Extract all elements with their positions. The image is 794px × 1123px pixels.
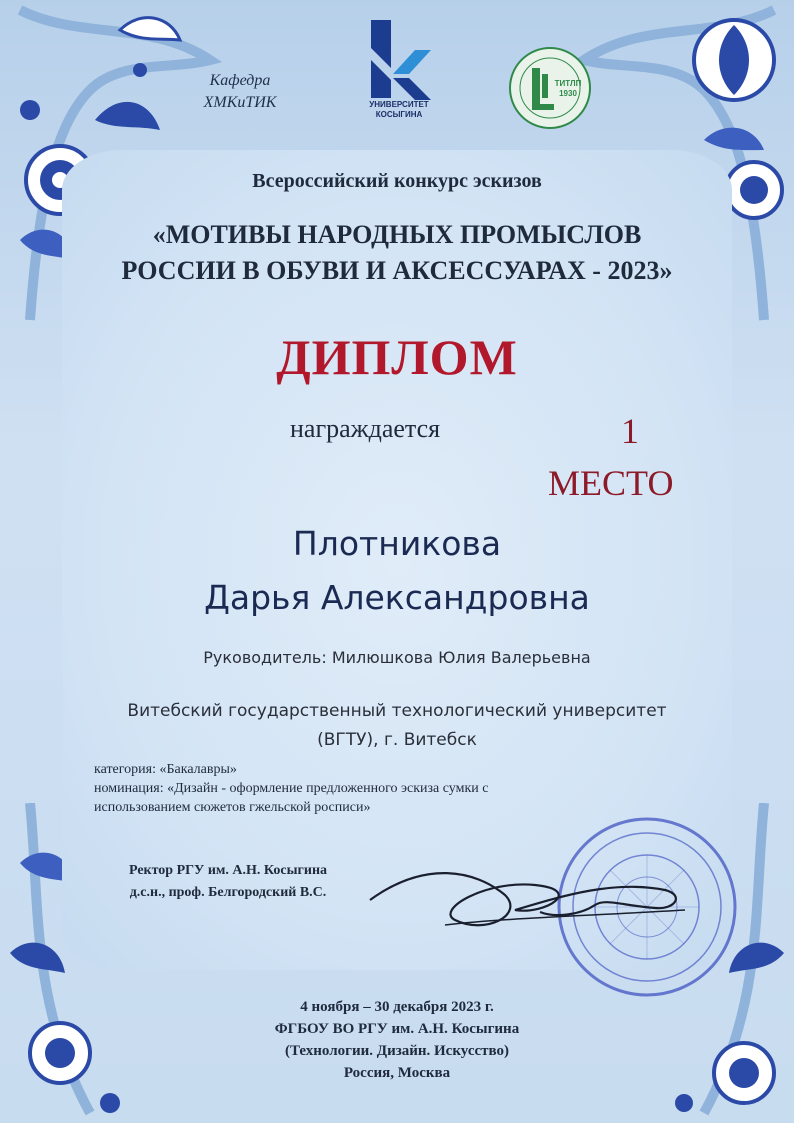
contest-title-line1: «МОТИВЫ НАРОДНЫХ ПРОМЫСЛОВ bbox=[152, 220, 642, 249]
contest-title-line2: РОССИИ В ОБУВИ И АКСЕССУАРАХ - 2023» bbox=[121, 256, 673, 285]
contest-subtitle: Всероссийский конкурс эскизов bbox=[252, 170, 542, 192]
category-text: категория: «Бакалавры» bbox=[94, 762, 237, 777]
recipient-given-names: Дарья Александровна bbox=[204, 578, 590, 617]
university-line2: (ВГТУ), г. Витебск bbox=[317, 730, 477, 750]
footer-dates: 4 ноября – 30 декабря 2023 г. bbox=[300, 999, 494, 1015]
department-label bbox=[175, 70, 305, 114]
university-text bbox=[0, 697, 794, 755]
kosygin-logo-text bbox=[356, 100, 442, 120]
diploma-heading: ДИПЛОМ bbox=[276, 329, 518, 385]
rector-line2: д.с.н., проф. Белгородский В.С. bbox=[129, 885, 327, 900]
department-label-line2: ХМКиТИК bbox=[203, 94, 277, 111]
place-number: 1 bbox=[621, 411, 639, 451]
footer-location: Россия, Москва bbox=[343, 1065, 451, 1081]
titlp-institute-logo-icon bbox=[508, 46, 592, 130]
footer-organization: ФГБОУ ВО РГУ им. А.Н. Косыгина bbox=[274, 1021, 520, 1037]
university-line1: Витебский государственный технологический университет bbox=[127, 701, 667, 721]
rector-signature-icon bbox=[365, 840, 695, 950]
rector-block bbox=[88, 860, 368, 904]
kosygin-logo-text-line2: КОСЫГИНА bbox=[375, 110, 423, 119]
place-word: МЕСТО bbox=[548, 463, 674, 503]
nomination-line1: номинация: «Дизайн - оформление предложенного эскиза сумки с bbox=[94, 781, 489, 796]
rector-line1: Ректор РГУ им. А.Н. Косыгина bbox=[128, 863, 328, 878]
footer-motto: (Технологии. Дизайн. Искусство) bbox=[285, 1043, 509, 1059]
awarded-label: награждается bbox=[290, 414, 441, 443]
footer-block bbox=[0, 996, 794, 1084]
department-label-line1: Кафедра bbox=[209, 72, 271, 89]
contest-title bbox=[0, 217, 794, 289]
svg-text:ТИТЛП: ТИТЛП bbox=[554, 79, 582, 88]
details-block bbox=[94, 760, 674, 817]
nomination-line2: использованием сюжетов гжельской росписи» bbox=[94, 800, 371, 815]
supervisor-text: Руководитель: Милюшкова Юлия Валерьевна bbox=[203, 648, 591, 667]
svg-text:1930: 1930 bbox=[559, 89, 577, 98]
kosygin-logo-text-line1: УНИВЕРСИТЕТ bbox=[369, 100, 429, 109]
recipient-surname: Плотникова bbox=[292, 524, 502, 563]
